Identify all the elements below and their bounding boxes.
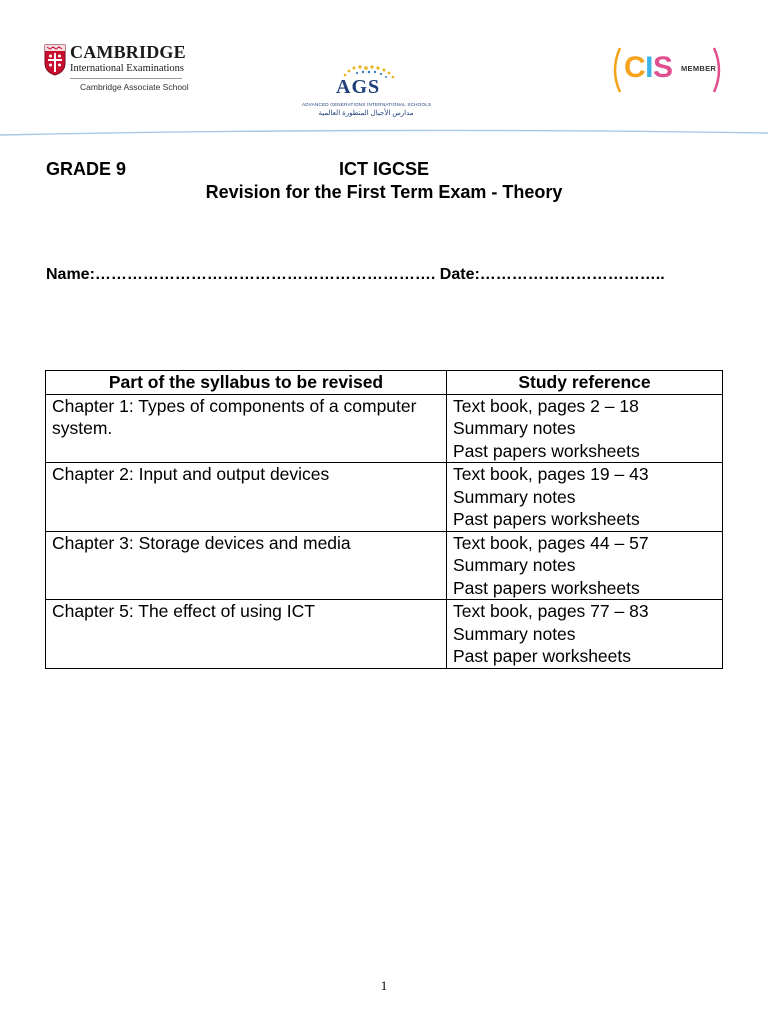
grade-label: GRADE 9: [46, 159, 127, 179]
cis-logo: [610, 44, 724, 96]
cis-name: CIS: [624, 51, 673, 84]
cambridge-shield-icon: [44, 44, 66, 76]
study-reference-cell: [447, 600, 723, 669]
ags-name: AGS: [336, 76, 381, 98]
header-divider: [0, 129, 768, 137]
cambridge-subtitle: International Examinations: [70, 63, 185, 74]
column-header-reference: Study reference: [447, 371, 723, 395]
study-reference-line: Summary notes: [453, 418, 576, 438]
study-reference-line: Past papers worksheets: [453, 440, 640, 461]
study-reference-line: Text book, pages 77 – 83: [453, 601, 649, 621]
study-reference-cell: [447, 531, 723, 600]
study-reference-line: Text book, pages 2 – 18: [453, 395, 639, 416]
table-row: [46, 600, 723, 669]
study-reference-line: Summary notes: [453, 486, 576, 507]
study-reference-line: Text book, pages 19 – 43: [453, 464, 649, 484]
page-title: Revision for the First Term Exam - Theory: [205, 182, 563, 202]
ags-arabic-name: مدارس الأجيال المتطورة العالمية: [318, 110, 414, 117]
study-reference-line: Summary notes: [453, 555, 576, 575]
study-reference-line: Past paper worksheets: [453, 646, 632, 666]
name-date-field: Name:………………………………………………………. Date:……………………………..: [46, 266, 665, 283]
syllabus-part-cell: Chapter 1: Types of components of a computer system.: [46, 394, 447, 463]
syllabus-part-cell: Chapter 3: Storage devices and media: [46, 531, 447, 600]
cis-member-label: MEMBER: [681, 64, 717, 73]
ags-subtitle: ADVANCED GENERATIONS INTERNATIONAL SCHOOLS: [302, 102, 432, 107]
revision-table: [45, 370, 723, 669]
syllabus-part-cell: Chapter 2: Input and output devices: [46, 463, 447, 532]
study-reference-line: Summary notes: [453, 623, 576, 644]
table-row: [46, 463, 723, 532]
table-row: [46, 531, 723, 600]
column-header-part: Part of the syllabus to be revised: [46, 371, 447, 395]
document-header: [0, 0, 768, 140]
cambridge-divider: [70, 78, 182, 79]
study-reference-line: Text book, pages 44 – 57: [453, 532, 649, 553]
study-reference-line: Past papers worksheets: [453, 577, 640, 598]
ags-logo: [302, 62, 430, 122]
cambridge-logo: [44, 42, 194, 98]
study-reference-cell: [447, 394, 723, 463]
study-reference-cell: [447, 463, 723, 532]
syllabus-part-cell: Chapter 5: The effect of using ICT: [46, 600, 447, 669]
table-row: [46, 394, 723, 463]
cambridge-associate-label: Cambridge Associate School: [80, 82, 189, 92]
study-reference-line: Past papers worksheets: [453, 509, 640, 529]
cambridge-name: CAMBRIDGE: [70, 42, 186, 62]
table-header-row: [46, 371, 723, 395]
subject-title: ICT IGCSE: [338, 159, 429, 179]
page-number: 1: [380, 978, 388, 993]
